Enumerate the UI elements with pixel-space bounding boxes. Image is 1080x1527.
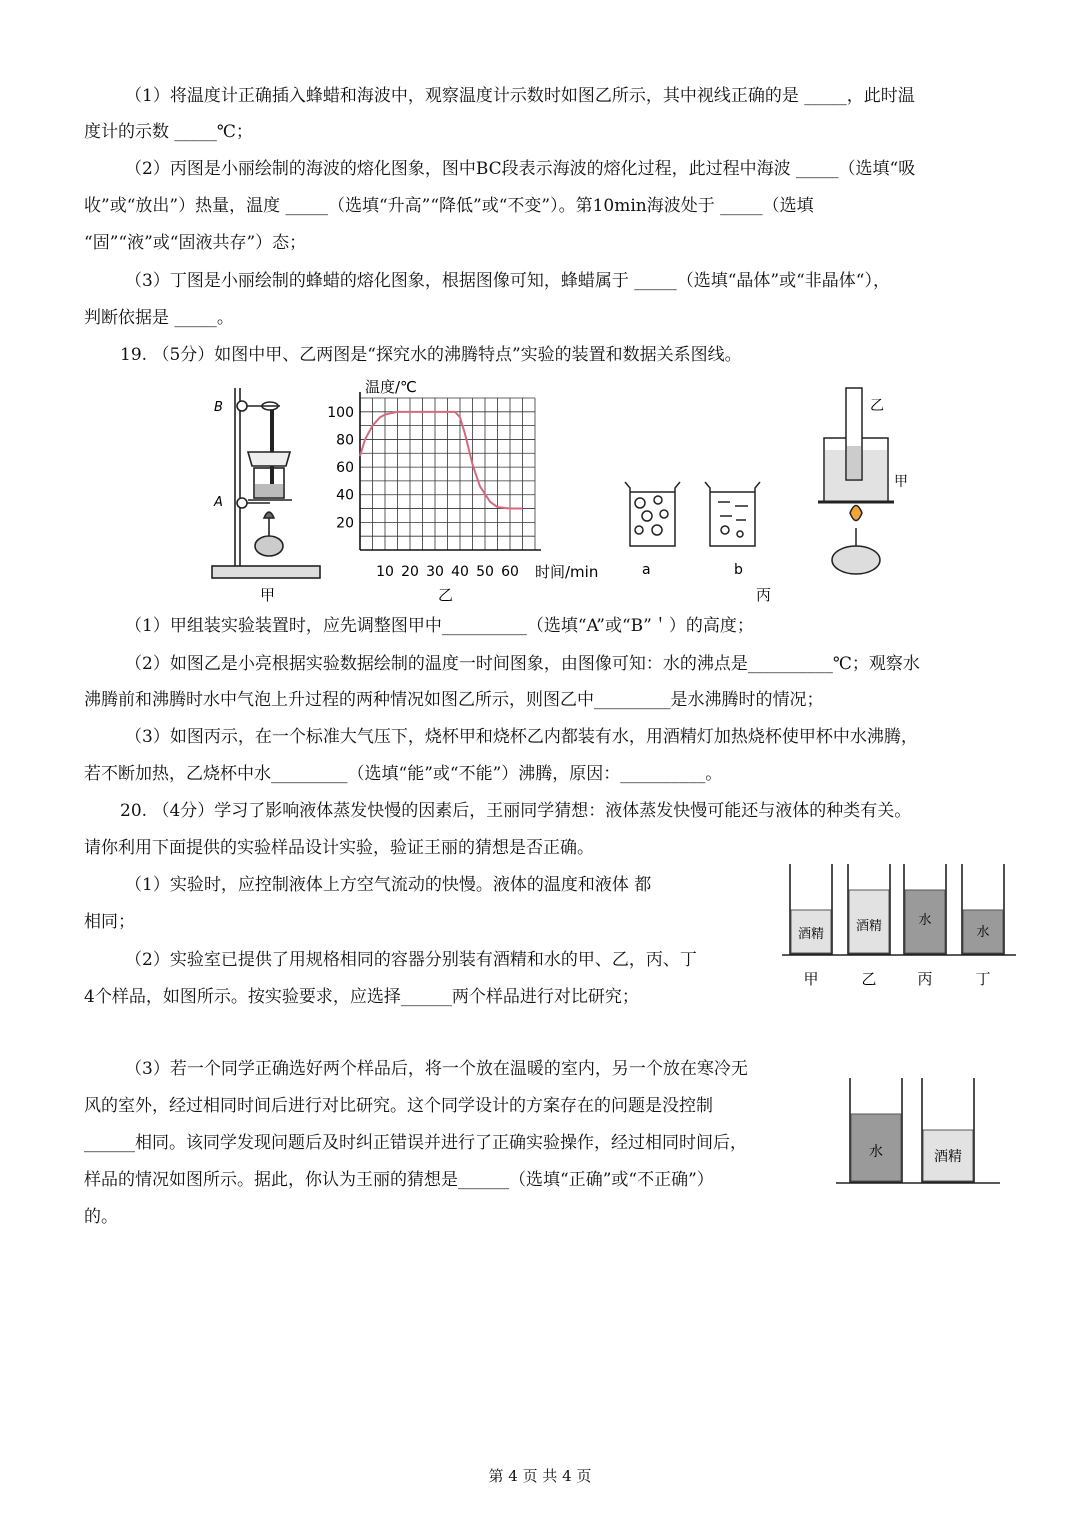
figure-19-beaker-a-label: a: [642, 562, 651, 578]
chart-x-tick-label: 10: [376, 564, 394, 580]
sample-yi-caption: 乙: [861, 970, 877, 988]
q20-stem-line-1: 20. （4分）学习了影响液体蒸发快慢的因素后，王丽同学猜想：液体蒸发快慢可能还与液体的种类有关。: [120, 801, 912, 821]
q20-3-line-5: 的。: [84, 1207, 118, 1227]
figure-20-samples: [780, 858, 1020, 990]
q19-3-line-1: （3）如图丙示，在一个标准大气压下，烧杯甲和烧杯乙内都装有水，用酒精灯加热烧杯使甲杯中水沸腾，: [125, 727, 918, 747]
chart-x-tick-label: 20: [401, 564, 419, 580]
q20-3-line-1: （3）若一个同学正确选好两个样品后，将一个放在温暖的室内，另一个放在寒冷无: [125, 1059, 748, 1079]
figure-19-jia-label-b: B: [214, 400, 223, 415]
chart-x-tick-label: 60: [501, 564, 519, 580]
figure-19-beaker-a: [625, 482, 680, 546]
page-footer: 第 4 页 共 4 页: [488, 1467, 592, 1485]
chart-y-tick-label: 20: [336, 515, 354, 532]
q19-2-line-2: 沸腾前和沸腾时水中气泡上升过程的两种情况如图乙所示，则图乙中_________是水沸腾时的情况；: [84, 690, 824, 710]
q19-stem: 19. （5分）如图中甲、乙两图是“探究水的沸腾特点”实验的装置和数据关系图线。: [120, 345, 742, 365]
sample-ding-label: 水: [976, 925, 990, 940]
q20-3-line-4: 样品的情况如图所示。据此，你认为王丽的猜想是______（选填“正确”或“不正确”）: [84, 1170, 714, 1190]
q20-1-line-1: （1）实验时，应控制液体上方空气流动的快慢。液体的温度和液体 都: [125, 875, 652, 895]
result-water-label: 水: [869, 1144, 883, 1160]
q18-3-line-1: （3）丁图是小丽绘制的蜂蜡的熔化图象，根据图像可知，蜂蜡属于 _____（选填“晶体”或“非晶体“），: [125, 271, 890, 291]
chart-ylabel: 温度/℃: [365, 378, 417, 396]
figure-19-bing-label-yi: 乙: [870, 398, 884, 414]
chart-y-tick-label: 80: [336, 432, 354, 449]
figure-19: [200, 378, 920, 610]
q20-stem-line-2: 请你利用下面提供的实验样品设计实验，验证王丽的猜想是否正确。: [84, 838, 594, 858]
figure-19-yi-chart: [327, 392, 541, 580]
chart-series-line: [360, 412, 523, 509]
q18-2-line-2: 收”或“放出”）热量，温度 _____（选填“升高”“降低”或“不变”）。第10min海波处于 _____（选填: [84, 196, 814, 216]
q20-1-line-2: 相同；: [84, 912, 135, 932]
q19-2-line-1: （2）如图乙是小亮根据实验数据绘制的温度一时间图象，由图像可知：水的沸点是__________℃；观察水: [125, 654, 920, 674]
figure-19-jia-label-a: A: [214, 495, 223, 510]
chart-y-tick-label: 100: [327, 404, 354, 421]
sample-ding-caption: 丁: [975, 970, 991, 988]
sample-bing-caption: 丙: [917, 970, 933, 988]
sample-jia-caption: 甲: [803, 970, 819, 988]
figure-19-yi-caption: 乙: [438, 586, 454, 604]
figure-19-jia-caption: 甲: [260, 586, 276, 604]
q18-2-line-1: （2）丙图是小丽绘制的海波的熔化图象，图中BC段表示海波的熔化过程，此过程中海波 _____（选填“吸: [125, 159, 916, 179]
chart-x-tick-label: 50: [476, 564, 494, 580]
figure-19-beaker-b: [705, 482, 760, 546]
sample-bing-label: 水: [918, 913, 932, 928]
q18-1-line-2: 度计的示数 _____℃；: [84, 122, 253, 142]
figure-19-beaker-b-label: b: [734, 562, 743, 578]
sample-jia-label: 酒精: [797, 927, 825, 942]
q20-2-line-2: 4个样品，如图所示。按实验要求，应选择______两个样品进行对比研究；: [84, 987, 639, 1007]
figure-19-jia-apparatus: [212, 388, 320, 578]
result-alcohol-label: 酒精: [934, 1149, 962, 1165]
chart-x-tick-label: 30: [426, 564, 444, 580]
q19-1: （1）甲组装实验装置时，应先调整图甲中__________（选填“A”或“B”＇）的高度；: [125, 616, 754, 636]
q20-2-line-1: （2）实验室已提供了用规格相同的容器分别装有酒精和水的甲、乙，丙、丁: [125, 950, 697, 970]
sample-yi-label: 酒精: [855, 919, 883, 934]
chart-x-tick-label: 40: [451, 564, 469, 580]
q18-3-line-2: 判断依据是 _____。: [84, 308, 234, 328]
figure-19-bing-label-jia: 甲: [894, 474, 908, 490]
q18-2-line-3: “固”“液”或“固液共存”）态；: [84, 233, 307, 253]
figure-19-bing-apparatus: [818, 388, 894, 574]
figure-19-bing-caption: 丙: [756, 586, 772, 604]
q20-3-line-2: 风的室外，经过相同时间后进行对比研究。这个同学设计的方案存在的问题是没控制: [84, 1096, 713, 1116]
chart-y-tick-label: 40: [336, 487, 354, 504]
q18-1-line-1: （1）将温度计正确插入蜂蜡和海波中，观察温度计示数时如图乙所示，其中视线正确的是 _____，此时温: [125, 86, 915, 106]
figure-20-result: [832, 1074, 1004, 1186]
chart-y-tick-label: 60: [336, 460, 354, 477]
q19-3-line-2: 若不断加热，乙烧杯中水_________（选填“能”或“不能”）沸腾，原因：__________。: [84, 764, 723, 784]
q20-3-line-3: ______相同。该同学发现问题后及时纠正错误并进行了正确实验操作，经过相同时间后，: [84, 1133, 747, 1153]
chart-xlabel: 时间/min: [535, 563, 599, 581]
